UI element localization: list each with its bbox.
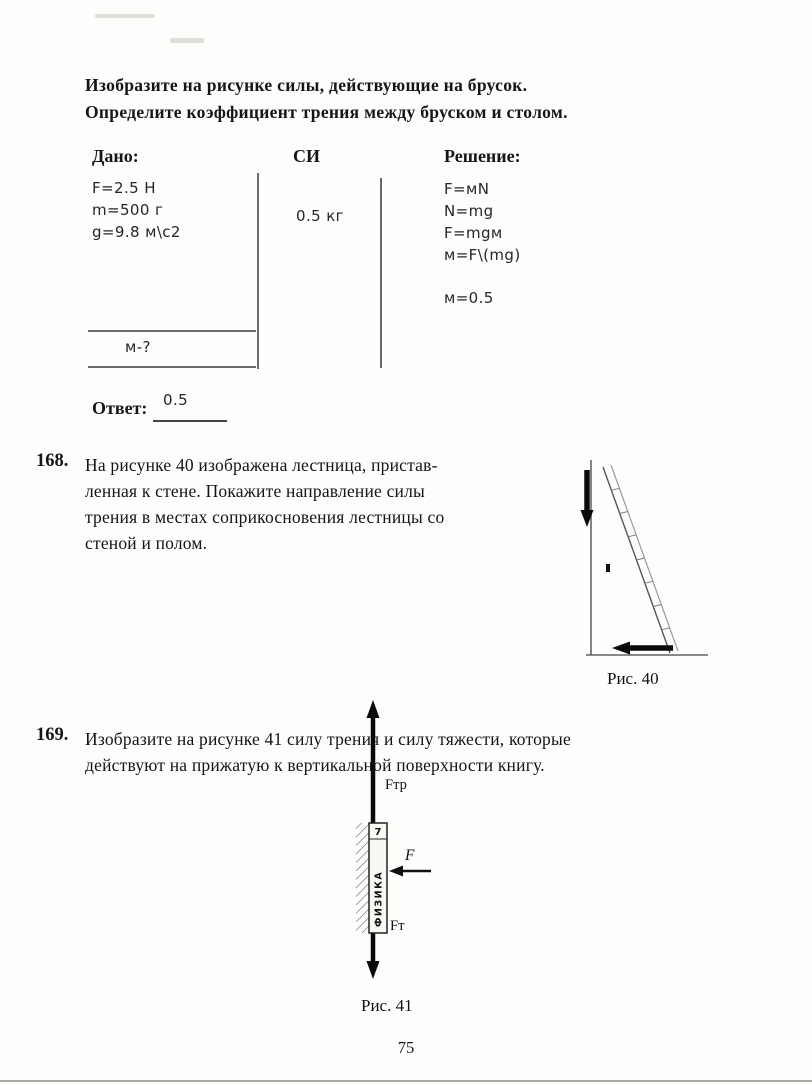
book-grade-number: 7: [374, 827, 382, 838]
answer-value: 0.5: [163, 391, 189, 409]
arrowhead-up: [367, 700, 380, 718]
problem-169-text-line: Изобразите на рисунке 41 силу трения и силу тяжести, которые: [85, 729, 571, 749]
problem-169-number: 169.: [36, 725, 69, 745]
figure-41-book-diagram: [330, 693, 460, 988]
solution-result: м=0.5: [444, 289, 494, 307]
si-value: 0.5 кг: [296, 207, 344, 225]
problem-168-text-line: стеной и полом.: [85, 533, 208, 553]
given-box-line: [88, 366, 256, 368]
page-edge-line: [0, 1080, 812, 1082]
solution-step: N=mg: [444, 202, 494, 220]
solution-step: F=mgм: [444, 224, 503, 242]
problem-169-text-line: действуют на прижатую к вертикальной поверхности книгу.: [85, 755, 545, 775]
given-value: m=500 г: [92, 201, 164, 219]
column-separator: [380, 178, 382, 368]
ladder-rungs: [611, 488, 669, 630]
problem-168-number: 168.: [36, 451, 69, 471]
figure-mark: [606, 564, 610, 572]
given-box-line: [88, 330, 256, 332]
answer-underline: [153, 420, 227, 422]
book-spine-title: ФИЗИКА: [373, 870, 385, 927]
pressing-force-label: F⃗: [405, 847, 427, 864]
find-value: м-?: [125, 338, 151, 356]
arrowhead-down: [367, 961, 380, 979]
answer-label: Ответ:: [92, 398, 148, 418]
pressing-force-arrow-left: [389, 866, 431, 877]
problem-168-text-line: На рисунке 40 изображена лестница, пристав-: [85, 455, 438, 475]
task-text-line: Определите коэффициент трения между бруском и столом.: [85, 102, 568, 122]
task-text-line: Изобразите на рисунке силы, действующие на брусок.: [85, 75, 528, 95]
figure-40-caption: Рис. 40: [607, 669, 659, 688]
solution-header: Решение:: [444, 146, 521, 166]
friction-force-label: Fтр: [385, 777, 407, 793]
page-number: 75: [397, 1038, 415, 1057]
figure-41-caption: Рис. 41: [361, 996, 413, 1015]
gravity-force-label: Fт: [390, 918, 405, 934]
scan-artifact: [95, 14, 155, 18]
given-value: g=9.8 м\с2: [92, 223, 181, 241]
scan-artifact: [170, 38, 204, 43]
solution-step: F=мN: [444, 180, 490, 198]
problem-168-text-line: ленная к стене. Покажите направление силы: [85, 481, 426, 501]
given-value: F=2.5 Н: [92, 179, 156, 197]
hatched-wall: [356, 823, 369, 933]
figure-40-ladder-diagram: [570, 452, 710, 667]
problem-168-text-line: трения в местах соприкосновения лестницы со: [85, 507, 445, 527]
friction-force-arrow-left: [612, 642, 673, 655]
solution-step: м=F\(mg): [444, 246, 521, 264]
given-header: Дано:: [92, 146, 139, 166]
column-separator: [257, 173, 259, 369]
si-header: СИ: [293, 146, 320, 166]
